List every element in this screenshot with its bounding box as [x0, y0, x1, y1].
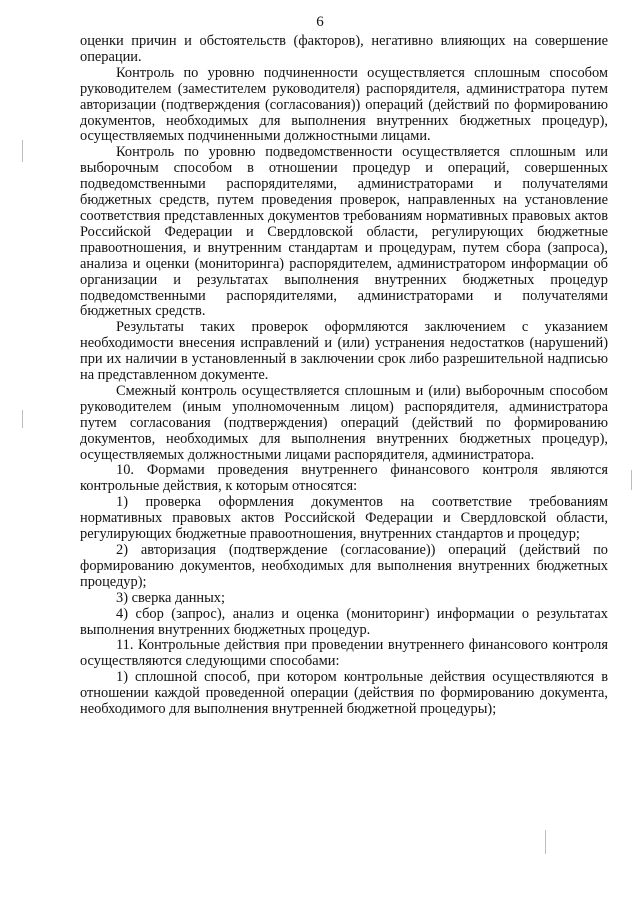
scan-artifact-right — [545, 830, 546, 854]
paragraph: оценки причин и обстоятельств (факторов), негативно влияющих на совершение операции. — [80, 33, 608, 65]
paragraph: Результаты таких проверок оформляются заключением с указанием необходимости внесения исправлений и (или) устранения недостатков (нарушений) при их наличии в установленный в заключении срок либо разрешительной надписью на представленном документе. — [80, 319, 608, 384]
page-number: 6 — [316, 14, 324, 30]
scan-artifact-right — [631, 470, 632, 490]
scan-artifact-left — [22, 140, 23, 162]
document-body — [80, 34, 608, 718]
paragraph: 10. Формами проведения внутреннего финансового контроля являются контрольные действия, к которым относятся: — [80, 462, 608, 495]
paragraph: Смежный контроль осуществляется сплошным и (или) выборочным способом руководителем (иным уполномоченным лицом) распорядителя, администратора путем согласования (подтверждения) операций (действий по формированию документов, необходимых для выполнения внутренних бюджетных процедур), осуществляемых должностными лицами распорядителя, администратора. — [80, 382, 608, 463]
list-item: 1) сплошной способ, при котором контрольные действия осуществляются в отношении каждой проведенной операции (действия по формированию документа, необходимого для выполнения внутренней бюджетной процедуры); — [80, 669, 608, 718]
list-item: 4) сбор (запрос), анализ и оценка (мониторинг) информации о результатах выполнения внутренних бюджетных процедур. — [80, 605, 608, 638]
scan-artifact-left — [22, 410, 23, 428]
paragraph: Контроль по уровню подчиненности осуществляется сплошным способом руководителем (заместителем руководителя) распорядителя, администратора путем авторизации (подтверждения (согласования)) операций (действий по формированию документов, необходимых для выполнения внутренних бюджетных процедур), осуществляемых подчиненными должностными лицами. — [80, 64, 608, 145]
paragraph: Контроль по уровню подведомственности осуществляется сплошным или выборочным способом в отношении процедур и операций, совершенных подведомственными распорядителями, администраторами и получателями бюджетных средств, путем проведения проверок, направленных на установление соответствия представленных документов требованиям нормативных правовых актов Российской Федерации и Свердловской области, регулирующих бюджетные правоотношения, и внутренним стандартам и процедурам, путем сбора (запроса), анализа и оценки (мониторинга) распорядителем, администратором информации об организации и результатах выполнения внутренних бюджетных процедур подведомственными распорядителями, администраторами и получателями бюджетных средств. — [80, 144, 608, 320]
list-item: 2) авторизация (подтверждение (согласование)) операций (действий по формированию документов, необходимых для выполнения внутренних бюджетных процедур); — [80, 542, 608, 590]
list-item: 3) сверка данных; — [116, 589, 225, 606]
paragraph: 11. Контрольные действия при проведении внутреннего финансового контроля осуществляются следующими способами: — [80, 637, 608, 670]
list-item: 1) проверка оформления документов на соответствие требованиям нормативных правовых актов Российской Федерации и Свердловской области, регулирующих бюджетные правоотношения, внутренних стандартов и процедур; — [80, 494, 608, 543]
